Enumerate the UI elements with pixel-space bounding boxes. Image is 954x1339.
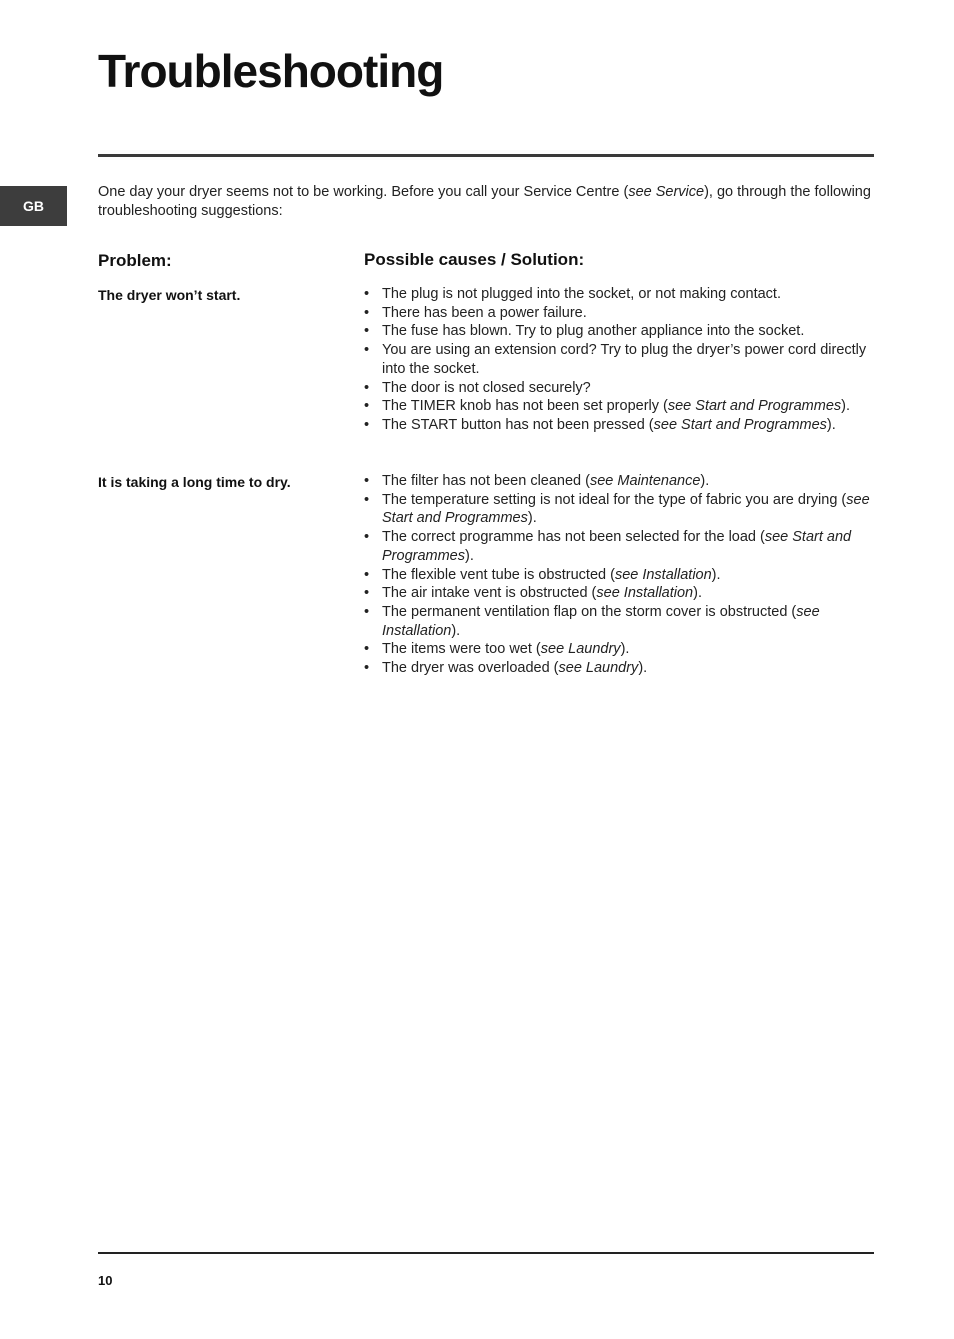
list-item: • The flexible vent tube is obstructed (see Installation). (364, 566, 874, 585)
intro-text: One day your dryer seems not to be working. Before you call your Service Centre ( (98, 184, 629, 200)
list-item: • The TIMER knob has not been set properly (see Start and Programmes). (364, 397, 874, 416)
cross-reference: see Laundry (540, 641, 621, 658)
cross-reference: see Installation (382, 603, 820, 639)
problem-label: The dryer won’t start. (98, 287, 241, 303)
page-title: Troubleshooting (98, 45, 444, 97)
cross-reference: see Start and Programmes (382, 529, 852, 564)
problem-column-header: Problem: (98, 251, 172, 270)
list-item: • The temperature setting is not ideal for the type of fabric you are drying (see Start and Programmes). (364, 491, 874, 528)
list-item: • The filter has not been cleaned (see Maintenance). (364, 472, 874, 491)
list-item: • You are using an extension cord? Try to plug the dryer’s power cord directly into the socket. (364, 341, 874, 378)
cross-reference: see Maintenance (589, 473, 701, 489)
causes-list (364, 472, 874, 678)
cross-reference: see Start and Programmes (653, 416, 827, 433)
cross-reference: see Installation (596, 585, 694, 602)
cross-reference: see Installation (614, 566, 712, 583)
problem-label: It is taking a long time to dry. (98, 474, 291, 490)
header-divider (98, 154, 874, 157)
solution-column-header: Possible causes / Solution: (364, 250, 585, 269)
list-item: • The permanent ventilation flap on the storm cover is obstructed (see Installation). (364, 603, 874, 640)
causes-list (364, 285, 874, 435)
cross-reference: see Start and Programmes (382, 491, 870, 527)
list-item: • There has been a power failure. (364, 304, 874, 323)
list-item: • The START button has not been pressed (see Start and Programmes). (364, 416, 874, 435)
list-item: • The dryer was overloaded (see Laundry). (364, 659, 874, 678)
cross-reference: see Start and Programmes (667, 398, 842, 415)
page-number: 10 (98, 1273, 113, 1288)
language-tab: GB (0, 186, 67, 226)
intro-text-end: ), go through the following troubleshooting suggestions: (98, 184, 871, 219)
list-item: • The items were too wet (see Laundry). (364, 640, 874, 659)
list-item: • The air intake vent is obstructed (see Installation). (364, 584, 874, 603)
list-item: • The plug is not plugged into the socket, or not making contact. (364, 285, 874, 304)
list-item: • The door is not closed securely? (364, 379, 874, 398)
footer-divider (98, 1252, 874, 1254)
intro-paragraph (98, 183, 874, 221)
cross-reference: see Laundry (558, 660, 639, 677)
list-item: • The fuse has blown. Try to plug another appliance into the socket. (364, 322, 874, 341)
list-item: • The correct programme has not been selected for the load (see Start and Programmes). (364, 528, 874, 565)
intro-reference: see Service (628, 184, 705, 200)
